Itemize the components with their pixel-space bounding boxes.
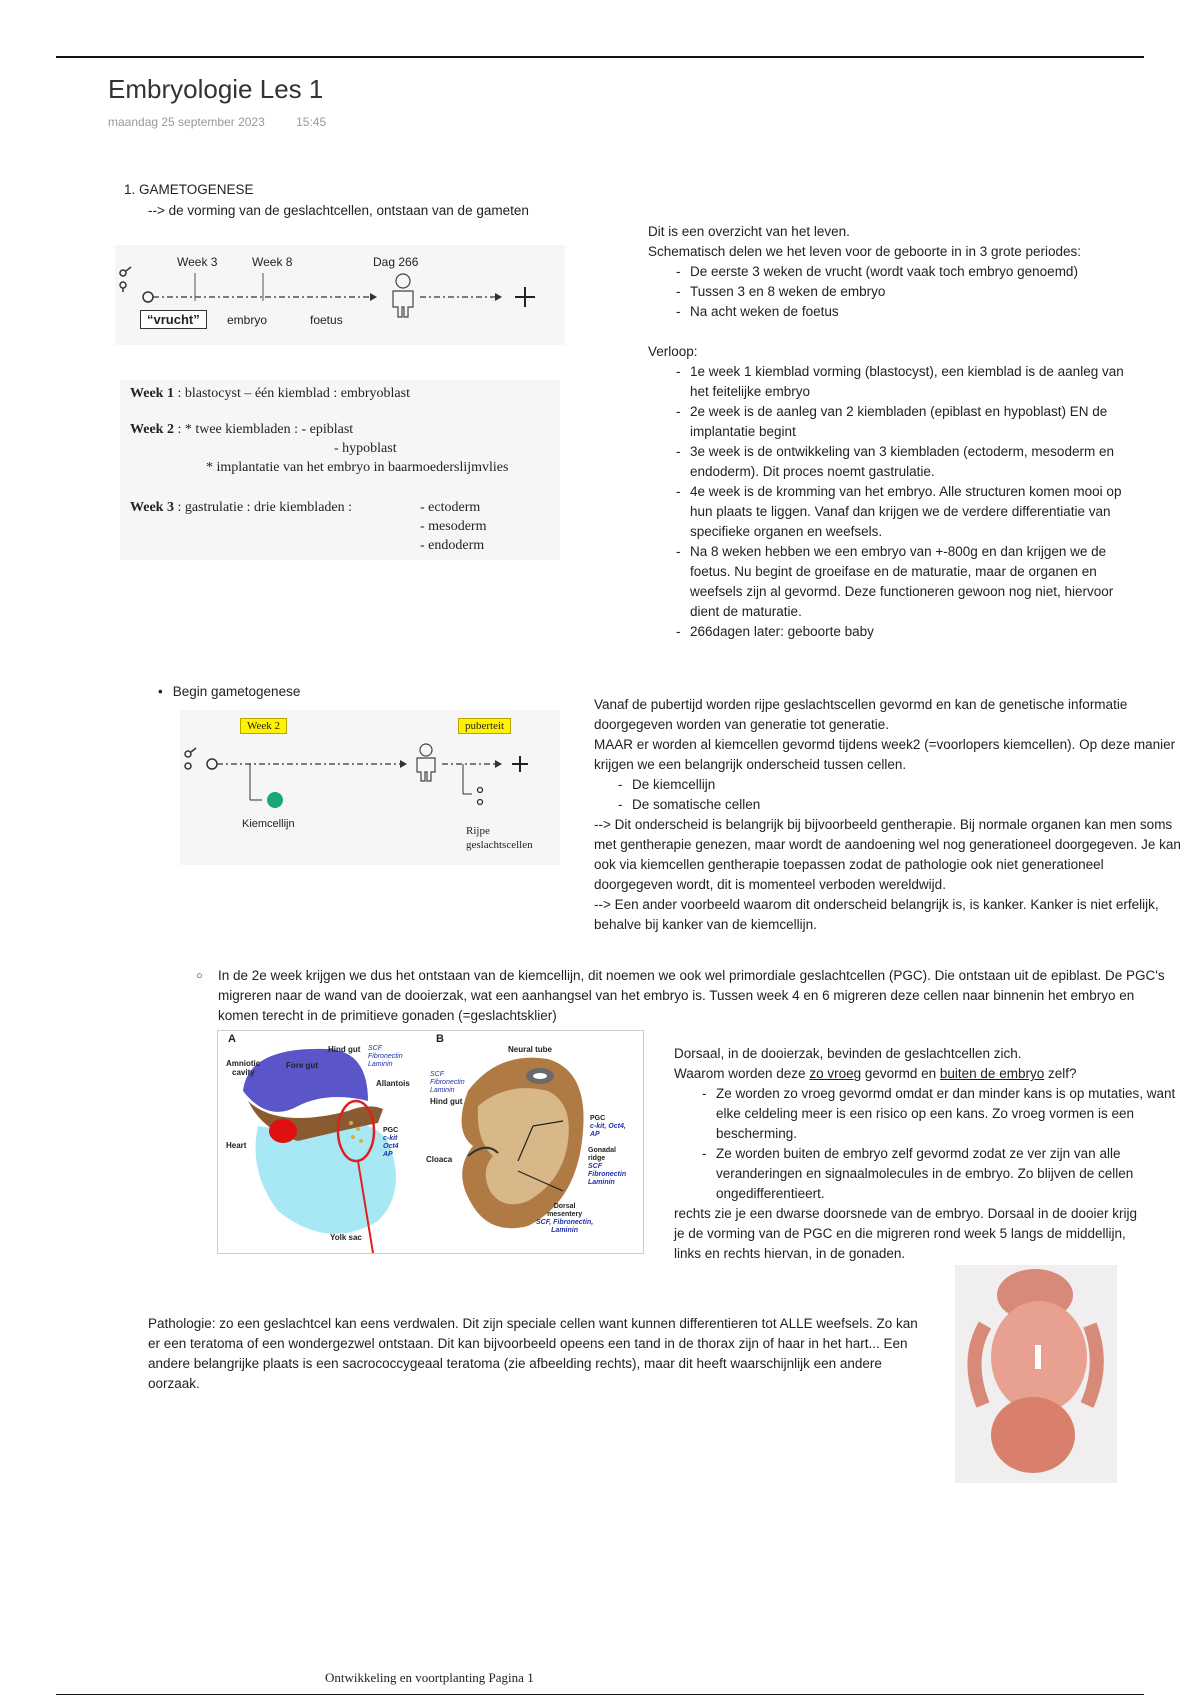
week3-ectoderm: - ectoderm [420,500,481,515]
teratoma-photo-svg [955,1265,1117,1483]
section-heading: 1. GAMETOGENESE [124,182,254,197]
allantois-label: Allantois [376,1079,410,1088]
dorsal-label-line3: SCF, Fibronectin, [536,1219,594,1226]
verloop-list [672,362,1142,642]
baby-icon [393,274,413,317]
dorsaal-block [674,1044,1184,1264]
week2-text: : * twee kiembladen : - epiblast [173,422,354,437]
timeline-dag266: Dag 266 [373,255,419,269]
rijpe-label-line1: Rijpe [466,825,490,837]
pgc-label [383,1127,399,1159]
pgc-b-label [590,1115,626,1139]
week1-line [130,384,410,404]
dorsaal-p3: rechts zie je een dwarse doorsnede van de embryo. Dorsaal in de dooier krijg je de vorming van de PGC en die migreren rond week 5 langs de middellijn, links en rechts hiervan, in de gonaden. [674,1206,1138,1261]
pubertijd-p1: Vanaf de pubertijd worden rijpe geslachtscellen gevormd en kan de genetische informatie doorgegeven worden van generatie tot generatie. [594,697,1128,732]
dorsaal-p2a: Waarom worden deze [674,1066,810,1081]
dorsaal-p2 [674,1064,1184,1084]
dorsaal-p2d: buiten de embryo [939,1066,1045,1081]
pgc-b-label-line2: c-kit, Oct4, [590,1123,626,1130]
dorsal-label-line2: mesentery [547,1211,583,1218]
pgc-migration-figure [217,1030,644,1254]
pubertijd-p3: --> Dit onderscheid is belangrijk bij bijvoorbeeld gentherapie. Bij normale organen kan men soms met gentherapie genezen, maar wordt de aandoening wel nog generationeel doorgegeven. Je kan ook via kiemcellen gentherapie toepassen zodat de pathologie ook niet generationeel doorgegeven wordt, dit is momenteel verboden wereldwijd. [594,817,1181,892]
top-rule [56,56,1144,58]
pubertijd-block [594,695,1184,935]
list-item: - De kiemcellijn [614,775,1184,795]
overview-block [648,222,1148,642]
timeline-figure [115,245,565,345]
list-item: - 1e week 1 kiemblad vorming (blastocyst), een kiemblad is de aanleg van het feitelijke embryo [672,362,1142,402]
circle-bullet-icon: ○ [196,970,203,982]
dorsal-mesentery-label [536,1203,593,1235]
pgc-label-line2: c-kit [383,1135,398,1142]
pgc-label-line4: AP [383,1151,393,1158]
overview-p2: Schematisch delen we het leven voor de geboorte in in 3 grote periodes: [648,244,1082,259]
bottom-rule [56,1694,1144,1695]
timeline-week8: Week 8 [252,255,293,269]
pgc-label-line1: PGC [383,1127,399,1134]
list-item: - Na acht weken de foetus [672,302,1148,322]
gonadal-label-line3: SCF [588,1163,602,1170]
gonadal-label-line5: Laminin [588,1179,615,1186]
dorsaal-p2b: zo vroeg [809,1066,862,1081]
overview-list [672,262,1148,322]
cross-icon [512,756,528,772]
begin-bullet-label: Begin gametogenese [172,684,301,699]
list-item: - 3e week is de ontwikkeling van 3 kiembladen (ectoderm, mesoderm en endoderm). Dit proces noemt gastrulatie. [672,442,1142,482]
amniotic-label-line2: cavity [232,1068,255,1077]
list-item: - Tussen 3 en 8 weken de embryo [672,282,1148,302]
week2-tag: Week 2 [240,718,287,734]
dorsaal-list [698,1084,1184,1204]
timeline-week3: Week 3 [177,255,218,269]
week1-text: : blastocyst – één kiemblad : embryoblast [173,386,410,401]
list-item: - 266dagen later: geboorte baby [672,622,1142,642]
dorsal-label-line1: Dorsal [553,1203,576,1210]
page-date: maandag 25 september 2023 [108,115,265,129]
week2-implantatie: * implantatie van het embryo in baarmoederslijmvlies [206,460,509,475]
timeline-embryo: embryo [227,313,268,327]
week2-hypoblast: - hypoblast [334,441,397,456]
neural-tube-label: Neural tube [508,1045,553,1054]
pubertijd-list [614,775,1184,815]
week3-endoderm: - endoderm [420,538,485,553]
pgc-b-label-line1: PGC [590,1115,606,1122]
scf-b-label-line3: Laminin [430,1087,455,1094]
panel-b-label: B [436,1033,444,1045]
heart-label: Heart [226,1141,247,1150]
timeline-vrucht: “vrucht” [140,310,207,329]
bullet-dot-icon: • [158,684,163,699]
dorsaal-p2c: gevormd en [861,1066,940,1081]
pathologie-paragraph: Pathologie: zo een geslachtcel kan eens verdwalen. Dit zijn speciale cellen want kunnen differentieren tot ALLE weefsels. Zo kan er een teratoma of een wondergezwel ontstaan. Dit kan bijvoorbeeld opeens een tand in de thorax zijn of haar in het hart... Een andere belangrijke plaats is een sacrococcygeaal teratoma (zie afbeelding rechts), maar dit heeft waarschijnlijk een andere oorzaak. [148,1316,918,1391]
cloaca-label: Cloaca [426,1155,453,1164]
page-title: Embryologie Les 1 [108,74,324,104]
hindgut-b-label: Hind gut [430,1097,463,1106]
scf-b-label [430,1071,465,1095]
pubertijd-p2: MAAR er worden al kiemcellen gevormd tijdens week2 (=voorlopers kiemcellen). Op deze manier krijgen we een belangrijk onderscheid tussen cellen. [594,737,1176,772]
cross-icon [515,287,535,307]
scf-label [368,1045,403,1069]
rijpe-label-line2: geslachtscellen [466,839,533,851]
list-item: - Ze worden buiten de embryo zelf gevormd zodat ze ver zijn van alle veranderingen en signaalmolecules in de embryo. Zo blijven de cellen ongedifferentieert. [698,1144,1184,1204]
panel-a-label: A [228,1033,236,1045]
gamete-symbol-icon [120,267,153,302]
amniotic-label [226,1059,260,1077]
list-item: - 4e week is de kromming van het embryo. Alle structuren komen mooi op hun plaats te liggen. Vanaf dan krijgen we de verdere differentiatie van specifieke organen en weefsels. [672,482,1142,542]
weeks-summary [120,380,560,560]
list-item: - Na 8 weken hebben we een embryo van +-800g en dan krijgen we de foetus. Nu begint de groeifase en de maturatie, maar de organen en weefsels zijn al gevormd. Deze functioneren gewoon nog niet, hiervoor dient de maturatie. [672,542,1142,622]
gonadal-label-line1: Gonadal [588,1147,617,1154]
list-item: - De eerste 3 weken de vrucht (wordt vaak toch embryo genoemd) [672,262,1148,282]
list-item: - De somatische cellen [614,795,1184,815]
dorsal-label-line4: Laminin [551,1227,578,1234]
week2-label: Week 2 [130,422,174,437]
scf-label-line3: Laminin [368,1061,393,1068]
teratoma-photo [955,1265,1117,1483]
week3-label: Week 3 [130,500,174,515]
verloop-heading: Verloop: [648,344,698,359]
scf-b-label-line1: SCF [430,1071,444,1078]
section-subheading: --> de vorming van de geslachtcellen, ontstaan van de gameten [148,203,529,218]
gonadal-label-line4: Fibronectin [588,1171,627,1178]
pubertijd-p4: --> Een ander voorbeeld waarom dit onderscheid belangrijk is, is kanker. Kanker is niet erfelijk, behalve bij kanker van de kiemcellijn. [594,897,1159,932]
page-footer: Ontwikkeling en voortplanting Pagina 1 [325,1670,534,1685]
pgc-text: In de 2e week krijgen we dus het ontstaan van de kiemcellijn, dit noemen we ook wel primordiale geslachtcellen (PGC). Die ontstaan uit de epiblast. De PGC's migreren naar de wand van de dooierzak, wat een aanhangsel van het embryo is. Tussen week 4 en 6 migreren deze cellen naar binnenin het embryo en komen terecht in de primitieve gonaden (=geslachtsklier) [218,968,1165,1023]
gonadal-label [588,1147,626,1187]
rijpe-label [466,824,533,852]
heart-shape [269,1119,297,1143]
week2-line [130,420,353,440]
week1-label: Week 1 [130,386,174,401]
page-meta [108,115,354,129]
timeline-foetus: foetus [310,313,343,327]
pgc-label-line3: Oct4 [383,1143,399,1150]
gamete-small-icon [478,788,483,805]
gonadal-label-line2: ridge [588,1155,606,1162]
puberteit-tag: puberteit [458,718,511,734]
page-time: 15:45 [296,115,327,129]
overview-p1: Dit is een overzicht van het leven. [648,224,850,239]
week3-line [130,498,352,518]
neural-tube-lumen [533,1073,547,1079]
begin-figure [180,710,560,865]
gamete-symbol-icon [185,748,217,769]
kiemcel-dot-icon [267,792,283,808]
amniotic-label-line1: Amniotic [226,1059,261,1068]
foregut-label: Fore gut [286,1061,318,1070]
hindgut-label: Hind gut [328,1045,361,1054]
begin-bullet [158,682,300,702]
list-item: - Ze worden zo vroeg gevormd omdat er dan minder kans is op mutaties, want elke celdeling meer is een risico op een kans. Zo vroeg vormen is een bescherming. [698,1084,1184,1144]
yolk-sac-label: Yolk sac [330,1233,362,1242]
kiemcellijn-label: Kiemcellijn [242,818,295,830]
list-item: - 2e week is de aanleg van 2 kiembladen (epiblast en hypoblast) EN de implantatie begint [672,402,1142,442]
scf-label-line1: SCF [368,1045,382,1052]
week3-mesoderm: - mesoderm [420,519,487,534]
pgc-b-label-line3: AP [590,1131,600,1138]
scf-b-label-line2: Fibronectin [430,1079,465,1086]
dorsaal-p2e: zelf? [1044,1066,1077,1081]
dorsaal-p1: Dorsaal, in de dooierzak, bevinden de geslachtcellen zich. [674,1046,1022,1061]
baby-icon [417,744,435,781]
scf-label-line2: Fibronectin [368,1053,403,1060]
pgc-paragraph [196,966,1166,1026]
week3-text: : gastrulatie : drie kiembladen : [173,500,353,515]
